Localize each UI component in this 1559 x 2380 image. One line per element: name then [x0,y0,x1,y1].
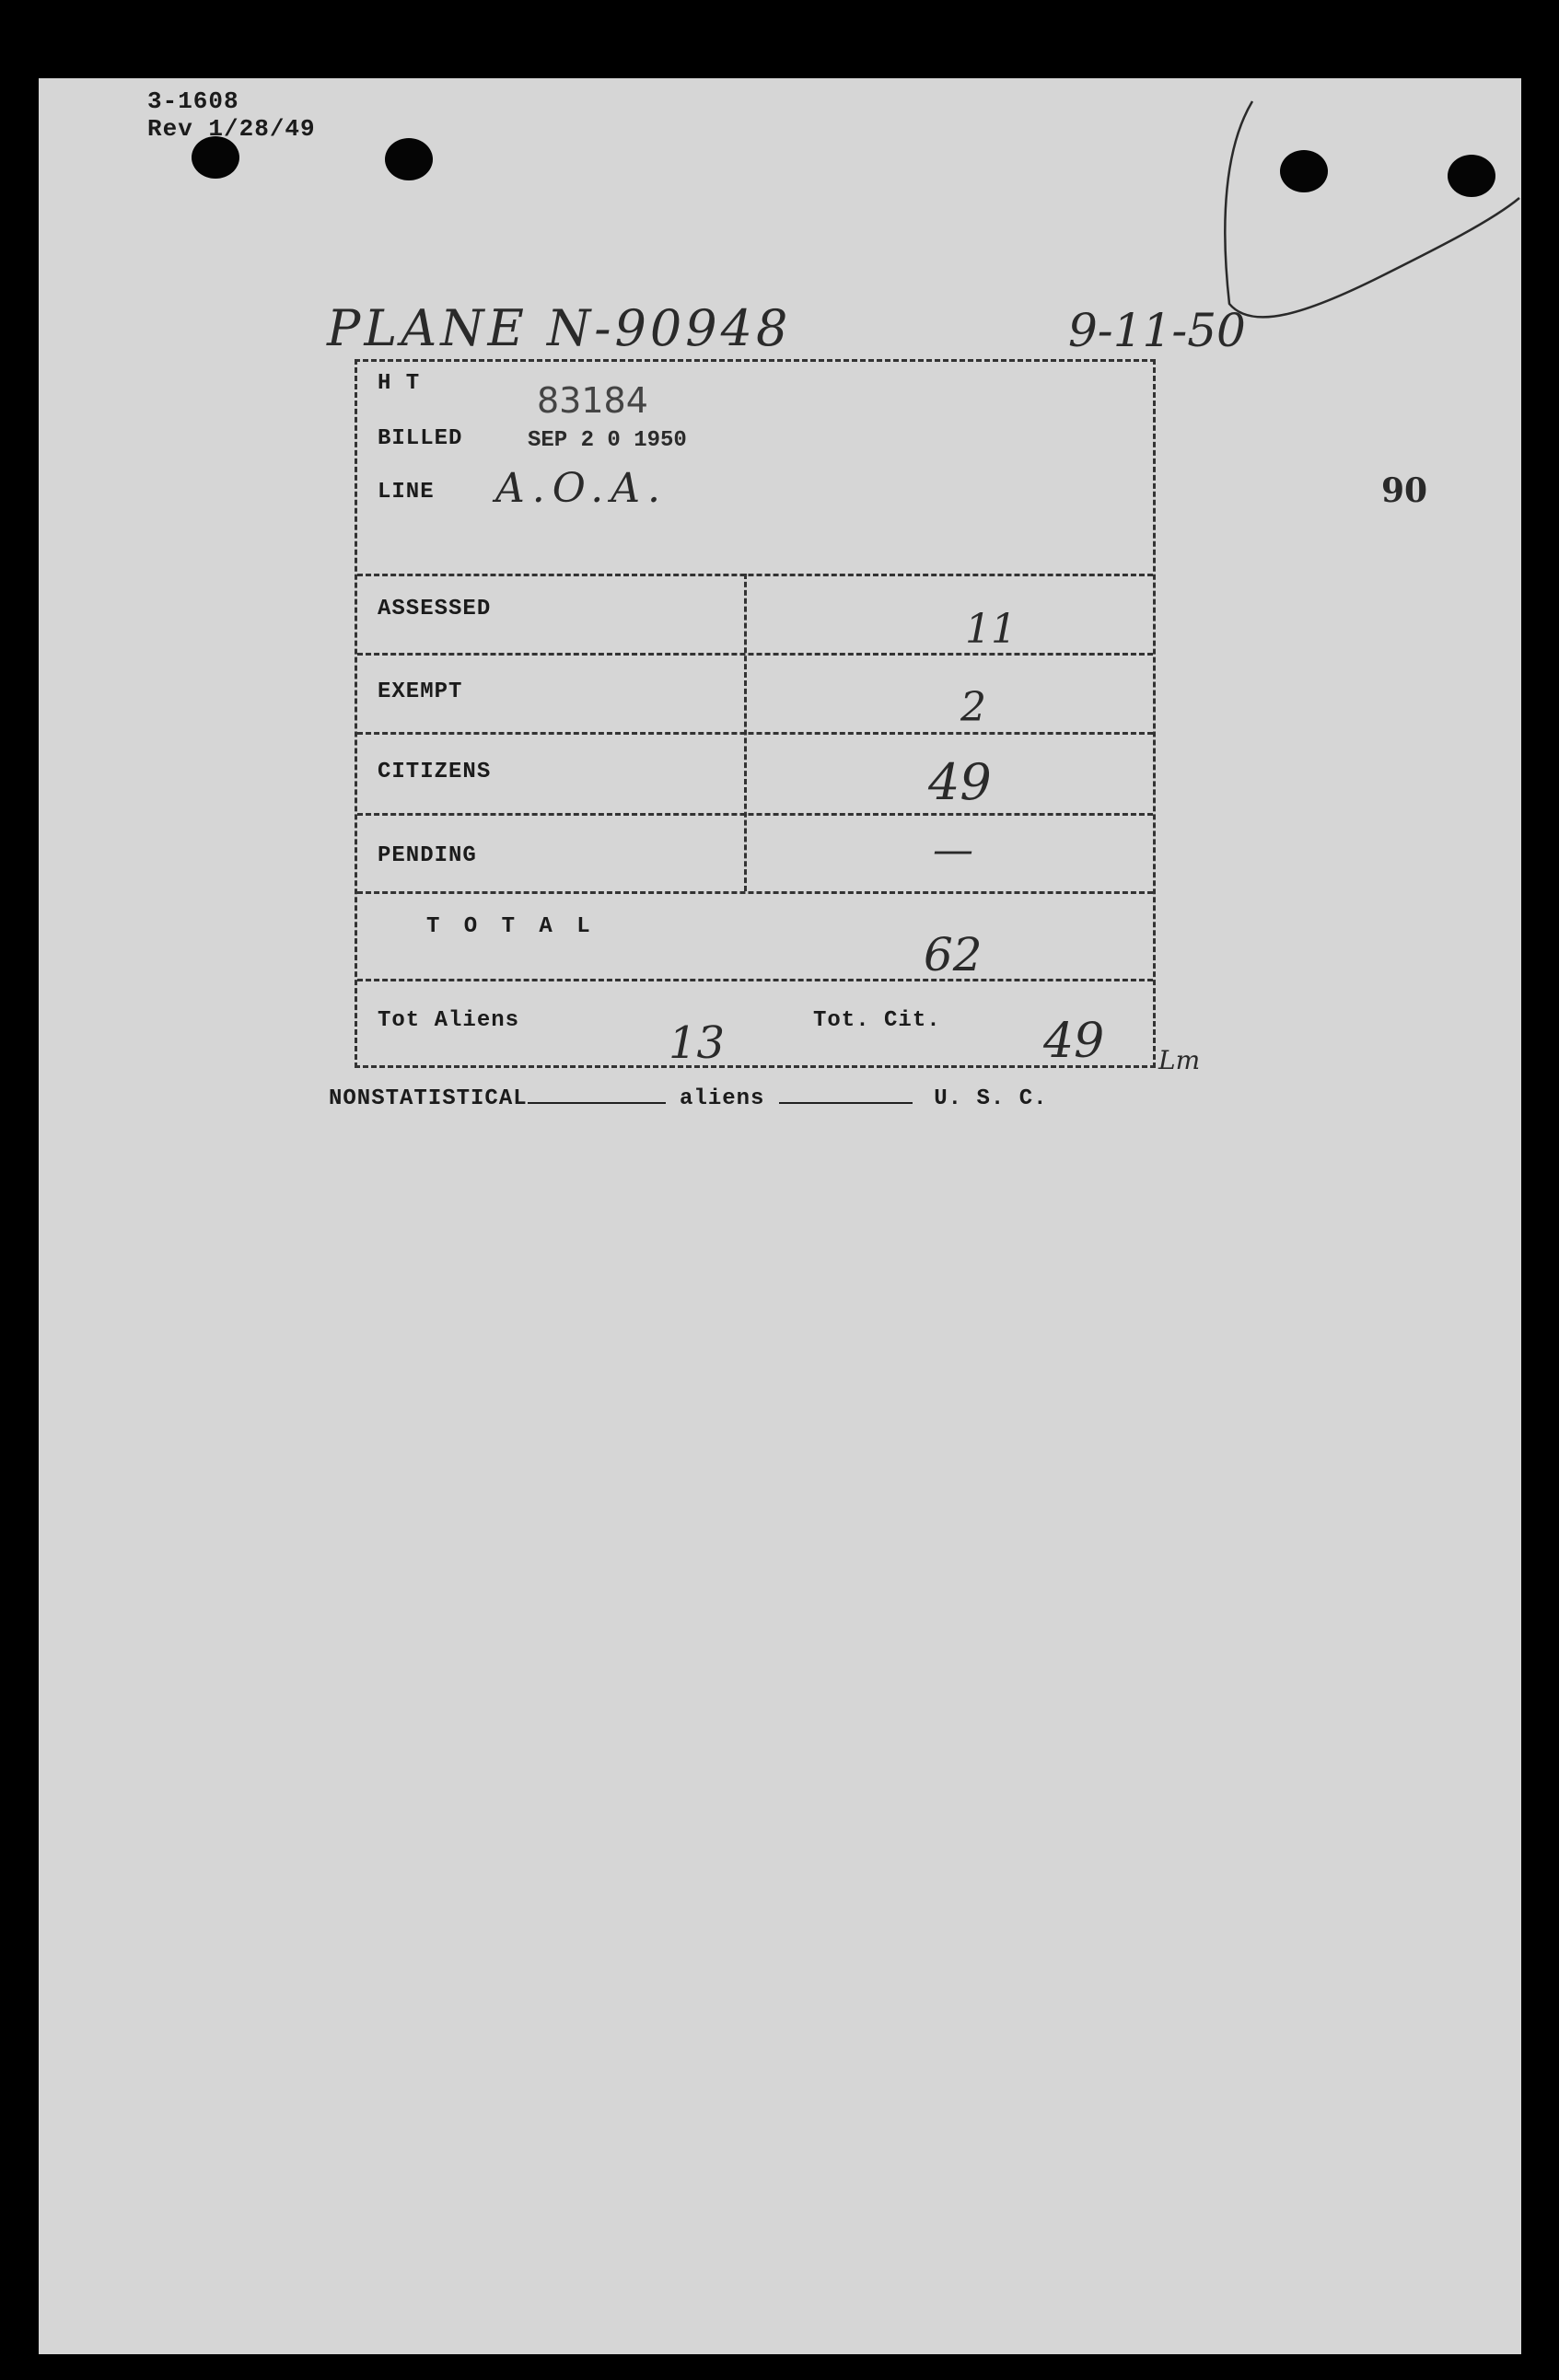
column-divider [744,574,747,891]
line-label: LINE [378,480,435,505]
blank-line [528,1102,666,1104]
punch-hole-left-2 [385,138,433,180]
exempt-label: EXEMPT [378,679,463,704]
divider [357,813,1153,816]
assessed-label: ASSESSED [378,597,492,621]
page-number: 90 [1381,471,1428,510]
assessed-value: 11 [965,606,1017,653]
nonstatistical-label: NONSTATISTICAL [329,1086,528,1111]
usc-label: U. S. C. [934,1086,1048,1111]
pending-value: — [933,827,973,874]
tot-aliens-label: Tot Aliens [378,1008,520,1033]
divider [357,653,1153,656]
tot-cit-label: Tot. Cit. [813,1008,941,1033]
divider [357,891,1153,894]
divider [357,574,1153,576]
total-label: T O T A L [426,914,596,939]
blank-line [779,1102,913,1104]
pending-label: PENDING [378,843,477,868]
citizens-value: 49 [928,753,992,811]
billed-label: BILLED [378,426,463,451]
divider [357,732,1153,735]
pen-mark-icon [1197,92,1529,350]
tot-aliens-value: 13 [669,1017,726,1069]
citizens-label: CITIZENS [378,760,492,784]
initials: Lm [1158,1045,1201,1075]
tot-cit-value: 49 [1043,1014,1105,1069]
ht-stamp: 83184 [537,380,648,421]
form-revision: Rev 1/28/49 [147,115,316,143]
tally-form [355,359,1156,1068]
divider [357,979,1153,981]
form-number: 3-1608 [147,87,239,115]
plane-handwritten: PLANE N-90948 [327,299,792,357]
total-value: 62 [924,928,983,981]
nonstatistical-line [329,1086,1048,1111]
exempt-value: 2 [960,684,986,731]
ht-label: H T [378,371,421,396]
billed-stamp: SEP 2 0 1950 [528,428,687,453]
line-value: A.O.A. [495,465,669,512]
aliens-label: aliens [680,1086,765,1111]
form-code [147,87,316,143]
date-handwritten: 9-11-50 [1068,304,1246,357]
